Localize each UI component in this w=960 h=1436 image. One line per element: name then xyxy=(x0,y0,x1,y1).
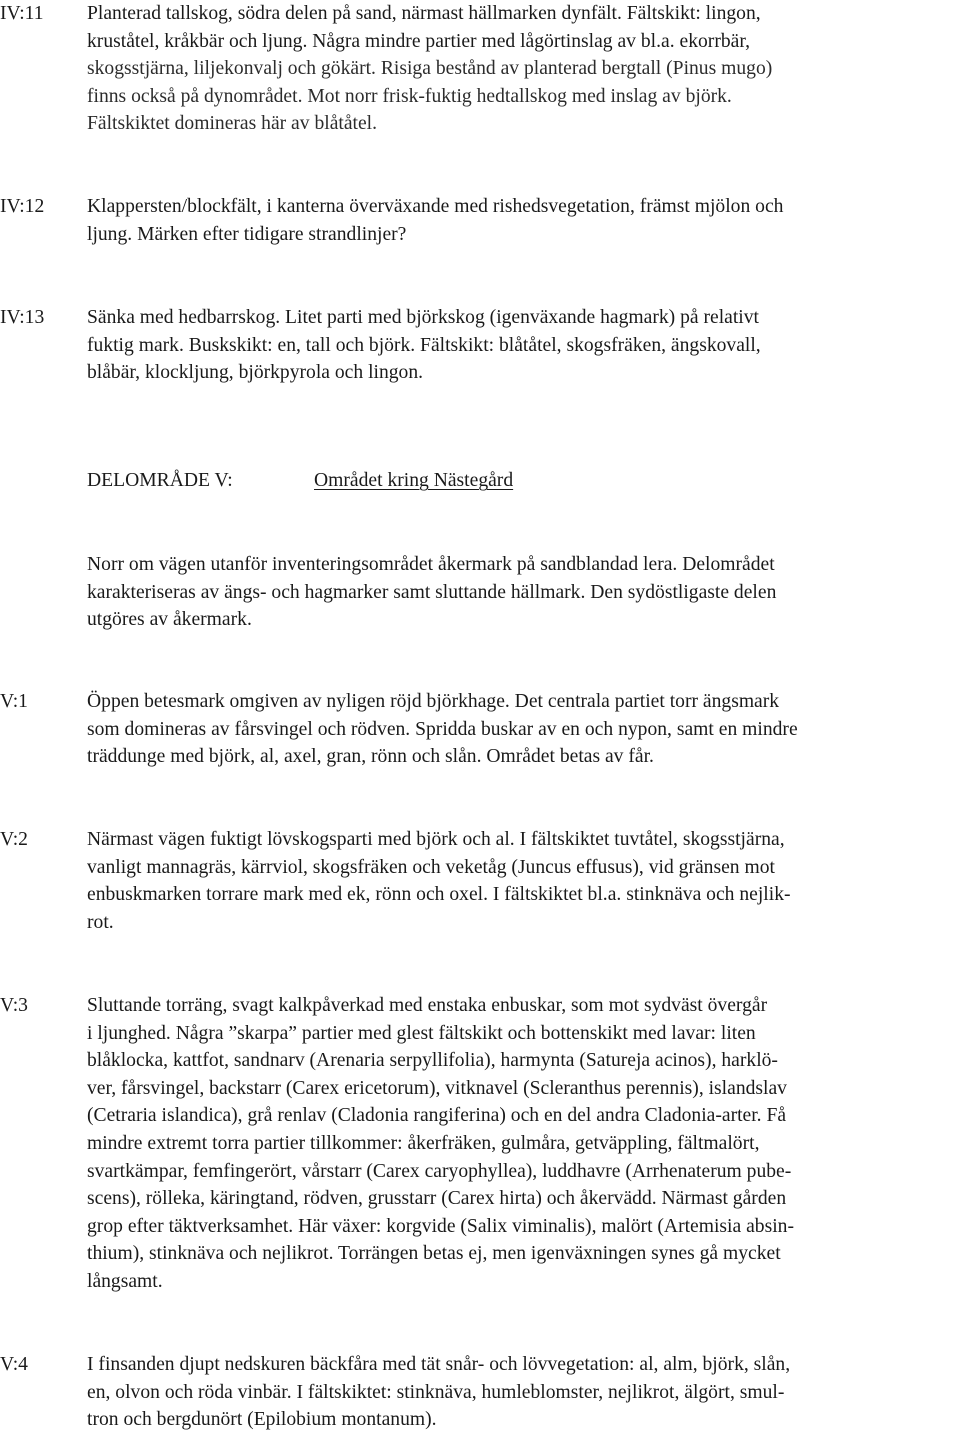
text-line: rot. xyxy=(87,911,114,933)
text-line: thium), stinknäva och nejlikrot. Torrängen betas ej, men igenväxningen synes gå mycket xyxy=(87,1243,781,1265)
text-line: fuktig mark. Buskskikt: en, tall och björk. Fältskikt: blåtåtel, skogsfräken, ängskovall, xyxy=(87,334,761,356)
entry-text xyxy=(87,304,947,387)
text-line: träddunge med björk, al, axel, gran, rönn och slån. Området betas av får. xyxy=(87,746,654,768)
entry-code: IV:11 xyxy=(0,3,44,24)
text-line: finns också på dynområdet. Mot norr frisk-fuktig hedtallskog med inslag av björk. xyxy=(87,85,732,107)
text-line: mindre extremt torra partier tillkommer: åkerfräken, gulmåra, getväppling, fältmalört, xyxy=(87,1132,760,1154)
entry-text xyxy=(87,0,947,138)
text-line: Fältskiktet domineras här av blåtåtel. xyxy=(87,113,378,135)
entry-code: V:4 xyxy=(0,1354,28,1375)
entry-text xyxy=(87,193,947,248)
text-line: Närmast vägen fuktigt lövskogsparti med björk och al. I fältskiktet tuvtåtel, skogsstjärna, xyxy=(87,829,785,850)
text-line: grop efter täktverksamhet. Här växer: korgvide (Salix viminalis), malört (Artemisia absin- xyxy=(87,1215,794,1237)
text-line: Planterad tallskog, södra delen på sand, närmast hällmarken dynfält. Fältskikt: lingon, xyxy=(87,3,761,24)
text-line: Sänka med hedbarrskog. Litet parti med björkskog (igenväxande hagmark) på relativt xyxy=(87,307,759,328)
text-line: (Cetraria islandica), grå renlav (Cladonia rangiferina) och en del andra Cladonia-arter. Få xyxy=(87,1105,787,1127)
section-title: Området kring Nästegård xyxy=(314,470,514,491)
text-line: ver, fårsvingel, backstarr (Carex ericetorum), vitknavel (Scleranthus perennis), islandslav xyxy=(87,1077,787,1099)
entry-code: IV:12 xyxy=(0,196,45,217)
text-line: i ljunghed. Några ”skarpa” partier med glest fältskikt och bottenskikt med lavar: liten xyxy=(87,1022,756,1044)
text-line: scens), rölleka, käringtand, rödven, grusstarr (Carex hirta) och åkervädd. Närmast gården xyxy=(87,1188,787,1210)
text-line: Öppen betesmark omgiven av nyligen röjd björkhage. Det centrala partiet torr ängsmark xyxy=(87,691,780,712)
text-line: I finsanden djupt nedskuren bäckfåra med tät snår- och lövvegetation: al, alm, björk, slån, xyxy=(87,1354,791,1375)
text-line: Sluttande torräng, svagt kalkpåverkad med enstaka enbuskar, som mot sydväst övergår xyxy=(87,995,768,1016)
entry-text xyxy=(87,688,947,771)
entry-code: V:3 xyxy=(0,995,28,1016)
text-line: en, olvon och röda vinbär. I fältskiktet: stinknäva, humleblomster, nejlikrot, älgört, smul- xyxy=(87,1381,785,1403)
text-line: blåbär, klockljung, björkpyrola och lingon. xyxy=(87,362,424,384)
intro-text xyxy=(87,551,947,634)
entry-code: V:2 xyxy=(0,829,28,850)
text-line: utgöres av åkermark. xyxy=(87,609,252,631)
text-line: Klappersten/blockfält, i kanterna överväxande med rishedsvegetation, främst mjölon och xyxy=(87,196,784,217)
section-label: DELOMRÅDE V: xyxy=(87,470,233,491)
text-line: svartkämpar, femfingerört, vårstarr (Carex caryophyllea), luddhavre (Arrhenaterum pube- xyxy=(87,1160,792,1182)
text-line: vanligt mannagräs, kärrviol, skogsfräken och veketåg (Juncus effusus), vid gränsen mot xyxy=(87,856,775,878)
text-line: kruståtel, kråkbär och ljung. Några mindre partier med lågörtinslag av bl.a. ekorrbär, xyxy=(87,30,750,52)
entry-code: V:1 xyxy=(0,691,28,712)
text-line: långsamt. xyxy=(87,1270,163,1292)
text-line: skogsstjärna, liljekonvalj och gökärt. Risiga bestånd av planterad bergtall (Pinus mugo) xyxy=(87,58,773,80)
entry-code: IV:13 xyxy=(0,307,45,328)
text-line: ljung. Märken efter tidigare strandlinjer? xyxy=(87,223,407,245)
text-line: Norr om vägen utanför inventeringsområdet åkermark på sandblandad lera. Delområdet xyxy=(87,554,775,575)
text-line: karakteriseras av ängs- och hagmarker samt sluttande hällmark. Den sydöstligaste delen xyxy=(87,581,777,603)
entry-text xyxy=(87,1351,947,1434)
text-line: som domineras av fårsvingel och rödven. Spridda buskar av en och nypon, samt en mindre xyxy=(87,718,798,740)
text-line: tron och bergdunört (Epilobium montanum). xyxy=(87,1409,437,1431)
entry-text xyxy=(87,992,947,1296)
text-line: enbuskmarken torrare mark med ek, rönn och oxel. I fältskiktet bl.a. stinknäva och nejlik- xyxy=(87,884,791,906)
text-line: blåklocka, kattfot, sandnarv (Arenaria serpyllifolia), harmynta (Satureja acinos), harklö- xyxy=(87,1050,778,1072)
entry-text xyxy=(87,826,947,936)
